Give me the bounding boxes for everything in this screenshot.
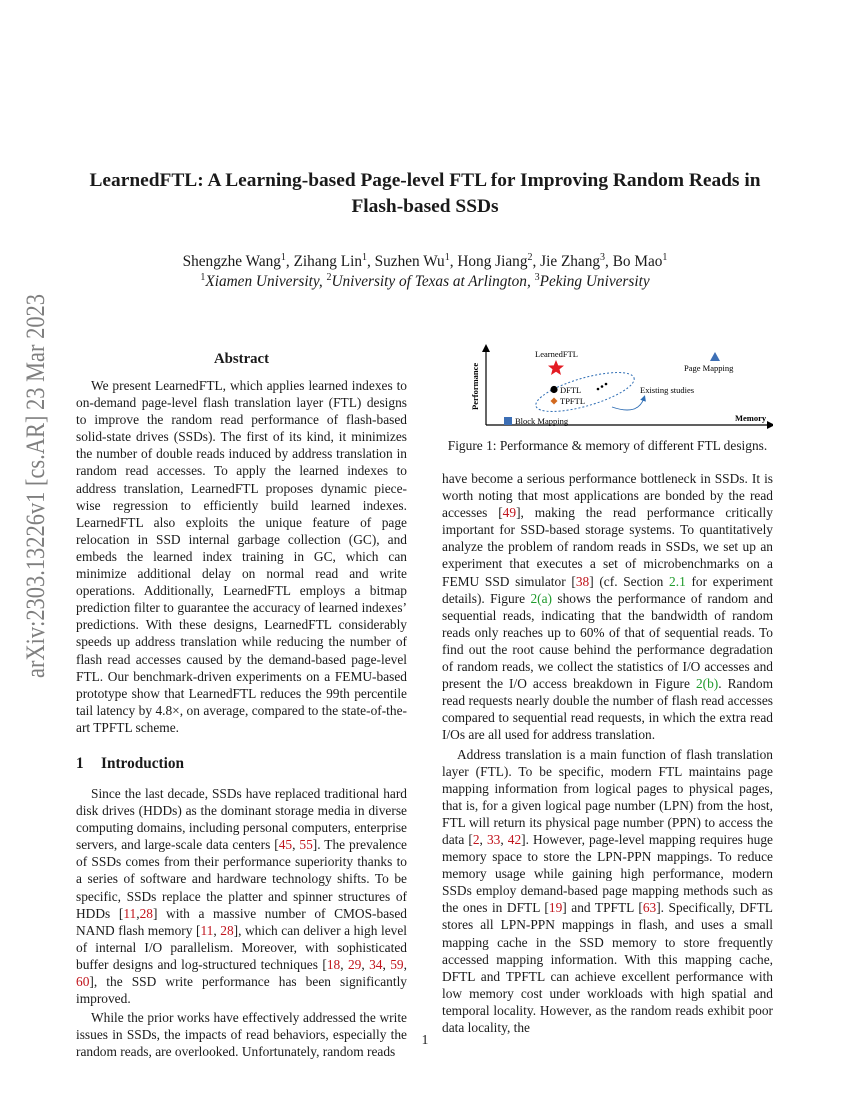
author-affiliation-mark: 1 bbox=[444, 252, 450, 263]
arxiv-stamp-text: arXiv:2303.13226v1 [cs.AR] 23 Mar 2023 bbox=[21, 290, 50, 678]
page-number: 1 bbox=[421, 1032, 429, 1047]
figure-1-diagram bbox=[442, 342, 773, 437]
citation-link[interactable]: 11 bbox=[200, 922, 214, 938]
citation-link[interactable]: 18 bbox=[326, 956, 341, 972]
citation-link[interactable]: 2 bbox=[472, 831, 480, 847]
author-name: Hong Jiang bbox=[457, 253, 528, 270]
title-line-2: Flash-based SSDs bbox=[351, 196, 499, 217]
dftl-label: DFTL bbox=[560, 385, 582, 395]
tpftl-diamond-icon bbox=[551, 398, 558, 405]
right-column bbox=[442, 470, 773, 1036]
affiliation-list bbox=[60, 272, 790, 292]
citation-link[interactable]: 60 bbox=[76, 974, 90, 989]
author-separator: , bbox=[605, 253, 613, 270]
affiliation-name: University of Texas at Arlington bbox=[331, 273, 527, 290]
author-list bbox=[60, 252, 790, 272]
citation-link[interactable]: 11 bbox=[123, 905, 137, 921]
page-mapping-triangle-icon bbox=[710, 352, 720, 361]
affiliation-number: 2 bbox=[326, 272, 332, 283]
citation-link[interactable]: 29 bbox=[347, 956, 362, 972]
author-affiliation-mark: 3 bbox=[600, 252, 606, 263]
y-axis-label: Performance bbox=[470, 362, 480, 410]
citation-link[interactable]: 28 bbox=[139, 905, 153, 921]
author-separator: , bbox=[532, 253, 541, 270]
intro-paragraph-2: While the prior works have effectively addressed the write issues in SSDs, the impacts of read behaviors, especially the random reads, are overlooked. Unfortunately, random reads bbox=[76, 1010, 407, 1060]
existing-study-dot bbox=[597, 388, 600, 391]
author-name: Shengzhe Wang bbox=[182, 253, 281, 270]
author-separator: , bbox=[449, 253, 458, 270]
section-heading-introduction bbox=[76, 755, 407, 773]
citation-link[interactable]: 19 bbox=[548, 900, 563, 916]
existing-studies-arrow bbox=[612, 398, 644, 410]
author-separator: , bbox=[366, 253, 375, 270]
citation-link[interactable]: 34 bbox=[369, 956, 383, 972]
affiliation-separator: , bbox=[318, 273, 327, 290]
author-affiliation-mark: 1 bbox=[280, 252, 286, 263]
learnedftl-label: LearnedFTL bbox=[535, 349, 578, 359]
citation-link[interactable]: 2.1 bbox=[669, 573, 686, 589]
citation-link[interactable]: 28 bbox=[220, 922, 234, 938]
author-name: Bo Mao bbox=[612, 253, 663, 270]
citation-link[interactable]: 45 bbox=[278, 837, 293, 853]
x-axis-label: Memory bbox=[735, 413, 767, 423]
paper-title bbox=[60, 168, 790, 220]
title-line-1: LearnedFTL: A Learning-based Page-level FTL for Improving Random Reads in bbox=[89, 170, 761, 191]
block-mapping-label: Block Mapping bbox=[515, 416, 569, 426]
arxiv-stamp bbox=[6, 290, 56, 680]
citation-link[interactable]: 2(a) bbox=[530, 590, 552, 606]
affiliation-number: 1 bbox=[200, 272, 206, 283]
affiliation-separator: , bbox=[526, 273, 535, 290]
author-affiliation-mark: 1 bbox=[662, 252, 668, 263]
author-separator: , bbox=[285, 253, 294, 270]
tpftl-label: TPFTL bbox=[560, 396, 586, 406]
right-paragraph-1: have become a serious performance bottleneck in SSDs. It is worth noting that most applications are bonded by the read accesses [49], making the read performance critically important for SSD-based storage systems. To quantitatively analyze the problem of random reads in SSDs, we set up an experiment that executes a set of microbenchmarks on a FEMU SSD simulator [38] (cf. Section 2.1 for experiment details). Figure 2(a) shows the performance of random and sequential reads, indicating that the bandwidth of random reads only reaches up to 60% of that of sequential reads. To find out the root cause behind the performance degradation of random reads, we collect the statistics of I/O accesses and present the I/O access breakdown in Figure 2(b). Random read requests nearly double the number of flash read accesses compared to sequential read requests, in which the extra read I/Os are all used for address translation. bbox=[442, 471, 773, 743]
citation-link[interactable]: 55 bbox=[299, 837, 313, 853]
existing-study-dot bbox=[601, 385, 604, 388]
citation-link[interactable]: 59 bbox=[390, 956, 404, 972]
section-title: Introduction bbox=[101, 754, 185, 772]
dftl-marker-icon bbox=[550, 386, 557, 393]
section-number: 1 bbox=[76, 754, 84, 772]
existing-studies-ellipse bbox=[532, 364, 638, 419]
citation-link[interactable]: 63 bbox=[642, 900, 657, 916]
abstract-heading: Abstract bbox=[213, 351, 270, 367]
existing-studies-label: Existing studies bbox=[640, 385, 695, 395]
author-name: Jie Zhang bbox=[540, 253, 601, 270]
author-name: Zihang Lin bbox=[293, 253, 362, 270]
citation-link[interactable]: 2(b) bbox=[695, 676, 719, 692]
affiliation-number: 3 bbox=[534, 272, 540, 283]
citation-link[interactable]: 33 bbox=[486, 831, 501, 847]
abstract-paragraph: We present LearnedFTL, which applies learned indexes to on-demand page-level flash translation layer (FTL) designs to improve the random read performance of flash-based solid-state drives (SSDs). The first of its kind, it minimizes the number of double reads induced by address translation in random read accesses. To apply the learned indexes to address translation, LearnedFTL proposes dynamic piece-wise regression to efficiently build learned indexes. LearnedFTL also exploits the unique feature of page relocation in SSD internal garbage collection (GC), and embeds the learned index training in GC, which can minimize additional delay on normal read and write operations. Additionally, LearnedFTL employs a bitmap prediction filter to guarantee the accuracy of learned indexes’ predictions. With these designs, LearnedFTL considerably speeds up address translation while reducing the number of flash read accesses caused by the demand-based page-level FTL. Our benchmark-driven experiments on a FEMU-based prototype show that LearnedFTL reduces the 99th percentile tail latency by 4.8×, on average, compared to the state-of-the-art TPFTL scheme. bbox=[76, 378, 407, 735]
author-name: Suzhen Wu bbox=[374, 253, 445, 270]
citation-link[interactable]: 38 bbox=[575, 573, 590, 589]
right-paragraph-2: Address translation is a main function of flash translation layer (FTL). To be specific, modern FTL maintains page mapping information from logical pages to physical pages, that is, for a given logical page number (LPN) from the host, FTL will return its physical page number (PPN) to access the data [2, 33, 42]. However, page-level mapping requires huge memory space to store the LPN-PPN mappings. To reduce memory usage while gaining high performance, modern SSDs employ demand-based page mapping methods such as the ones in DFTL [19] and TPFTL [63]. Specifically, DFTL stores all LPN-PPN mappings in flash, and uses a small mapping cache in the SSD memory to store frequently accessed mapping information. With this mapping cache, DFTL and TPFTL can achieve excellent performance with low memory cost under workloads with high spatial and temporal locality. However, as the random reads exhibit poor data locality, the bbox=[442, 746, 773, 1035]
existing-study-dot bbox=[605, 383, 608, 386]
affiliation-name: Peking University bbox=[539, 273, 650, 290]
citation-link[interactable]: 49 bbox=[502, 505, 517, 521]
intro-paragraph-1: Since the last decade, SSDs have replaced traditional hard disk drives (HDDs) as the dominant storage media in diverse computing domains, including personal computers, enterprise servers, and large-scale data centers [45, 55]. The prevalence of SSDs comes from their performance superiority thanks to a series of software and hardware technology shifts. To be specific, SSDs replace the platter and spinner structures of HDDs [11,28] with a massive number of CMOS-based NAND flash memory [11, 28], which can deliver a high level of internal I/O parallelism. Moreover, with sophisticated buffer designs and log-structured techniques [18, 29, 34, 59, 60], the SSD write performance has been significantly improved. bbox=[76, 785, 407, 1007]
author-affiliation-mark: 1 bbox=[361, 252, 367, 263]
left-column bbox=[76, 350, 407, 1060]
author-affiliation-mark: 2 bbox=[527, 252, 533, 263]
figure-1-caption: Figure 1: Performance & memory of different FTL designs. bbox=[447, 438, 768, 453]
citation-link[interactable]: 42 bbox=[507, 831, 522, 847]
block-mapping-square-icon bbox=[504, 417, 512, 425]
learnedftl-star-icon bbox=[548, 360, 564, 375]
affiliation-name: Xiamen University bbox=[205, 273, 319, 290]
page-mapping-label: Page Mapping bbox=[684, 363, 734, 373]
figure-1 bbox=[442, 342, 773, 437]
